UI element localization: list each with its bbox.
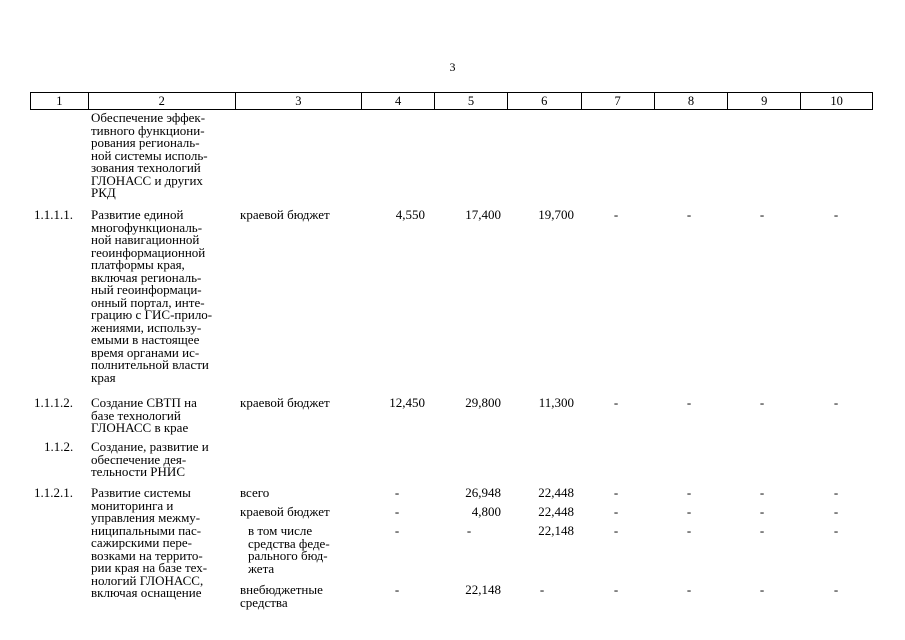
row-4-sub-1-col-8: - <box>686 485 692 500</box>
row-4-sub-3-col-8: - <box>686 523 692 538</box>
row-4-sub-1-col-5: 26,948 <box>465 485 501 500</box>
header-col-8: 8 <box>655 93 729 109</box>
row-2-col-10: - <box>833 395 839 410</box>
row-1-col-7: - <box>613 207 619 222</box>
header-col-4: 4 <box>362 93 435 109</box>
row-2-name: Создание СВТП на базе технологий ГЛОНАСС в крае <box>91 395 197 435</box>
row-2-code: 1.1.1.2. <box>34 395 73 410</box>
row-4-sub-2-col-4: - <box>394 504 400 519</box>
row-1-col-10: - <box>833 207 839 222</box>
row-2-col-5: 29,800 <box>465 395 501 410</box>
row-4-sub-3-col-5: - <box>466 523 472 538</box>
row-4-sub-3-col-4: - <box>394 523 400 538</box>
intro-row-name: Обеспечение эффек- тивного функциони- рования региональ- ной системы исполь- зования технологий ГЛОНАСС и других РКД <box>91 110 208 200</box>
page-number: 3 <box>449 60 456 74</box>
row-2-col-4: 12,450 <box>389 395 425 410</box>
row-2-col-8: - <box>686 395 692 410</box>
row-4-sub-1-label: всего <box>240 485 270 500</box>
header-col-1: 1 <box>31 93 89 109</box>
row-1-name: Развитие единой многофункциональ- ной навигационной геоинформационной платформы края, включая региональ- ный геоинформаци- онный портал, инте- грацию с ГИС-прило- жениями, использу- емыми в настоящее время органами ис- полнительной власти края <box>91 207 213 385</box>
row-1-col-5: 17,400 <box>465 207 501 222</box>
row-4-sub-1-col-9: - <box>759 485 765 500</box>
row-4-sub-4-col-8: - <box>686 582 692 597</box>
row-1-col-9: - <box>759 207 765 222</box>
row-4-sub-2-col-8: - <box>686 504 692 519</box>
header-col-6: 6 <box>508 93 582 109</box>
row-4-sub-2-col-5: 4,800 <box>471 504 501 519</box>
row-4-sub-1-col-10: - <box>833 485 839 500</box>
row-4-sub-2-col-7: - <box>613 504 619 519</box>
row-1-col-8: - <box>686 207 692 222</box>
row-4-sub-4-col-7: - <box>613 582 619 597</box>
row-1-source: краевой бюджет <box>240 207 330 222</box>
row-4-sub-3-label: в том числе средства феде- рального бюд- жета <box>248 523 330 576</box>
row-4-sub-4-col-10: - <box>833 582 839 597</box>
row-2-col-6: 11,300 <box>538 395 574 410</box>
row-4-sub-1-col-7: - <box>613 485 619 500</box>
row-3-name: Создание, развитие и обеспечение дея- тельности РНИС <box>91 439 209 479</box>
row-1-col-4: 4,550 <box>395 207 425 222</box>
header-col-7: 7 <box>582 93 655 109</box>
row-4-sub-4-col-4: - <box>394 582 400 597</box>
row-2-source: краевой бюджет <box>240 395 330 410</box>
header-col-5: 5 <box>435 93 508 109</box>
row-4-sub-2-col-10: - <box>833 504 839 519</box>
row-4-sub-3-col-7: - <box>613 523 619 538</box>
row-4-sub-1-col-6: 22,448 <box>538 485 574 500</box>
row-1-col-6: 19,700 <box>538 207 574 222</box>
row-4-sub-2-col-9: - <box>759 504 765 519</box>
row-3-code: 1.1.2. <box>44 439 74 454</box>
row-4-name: Развитие системы мониторинга и управления межму- ниципальными пас- сажирскими пере- возками на террито- рии края на базе тех- нологий ГЛОНАСС, включая оснащение <box>91 485 208 600</box>
row-4-sub-4-col-6: - <box>539 582 545 597</box>
row-4-sub-3-col-6: 22,148 <box>538 523 574 538</box>
header-col-10: 10 <box>830 94 843 108</box>
table-header <box>30 92 873 110</box>
row-4-sub-4-col-9: - <box>759 582 765 597</box>
row-4-sub-3-col-9: - <box>759 523 765 538</box>
row-4-sub-2-label: краевой бюджет <box>240 504 330 519</box>
row-2-col-9: - <box>759 395 765 410</box>
header-col-3: 3 <box>236 93 363 109</box>
header-col-2: 2 <box>89 93 236 109</box>
row-4-sub-2-col-6: 22,448 <box>538 504 574 519</box>
row-4-sub-4-col-5: 22,148 <box>465 582 501 597</box>
row-1-code: 1.1.1.1. <box>34 207 73 222</box>
row-2-col-7: - <box>613 395 619 410</box>
row-4-code: 1.1.2.1. <box>34 485 73 500</box>
row-4-sub-3-col-10: - <box>833 523 839 538</box>
row-4-sub-4-label: внебюджетные средства <box>240 582 323 610</box>
row-4-sub-1-col-4: - <box>394 485 400 500</box>
header-col-9: 9 <box>728 93 801 109</box>
